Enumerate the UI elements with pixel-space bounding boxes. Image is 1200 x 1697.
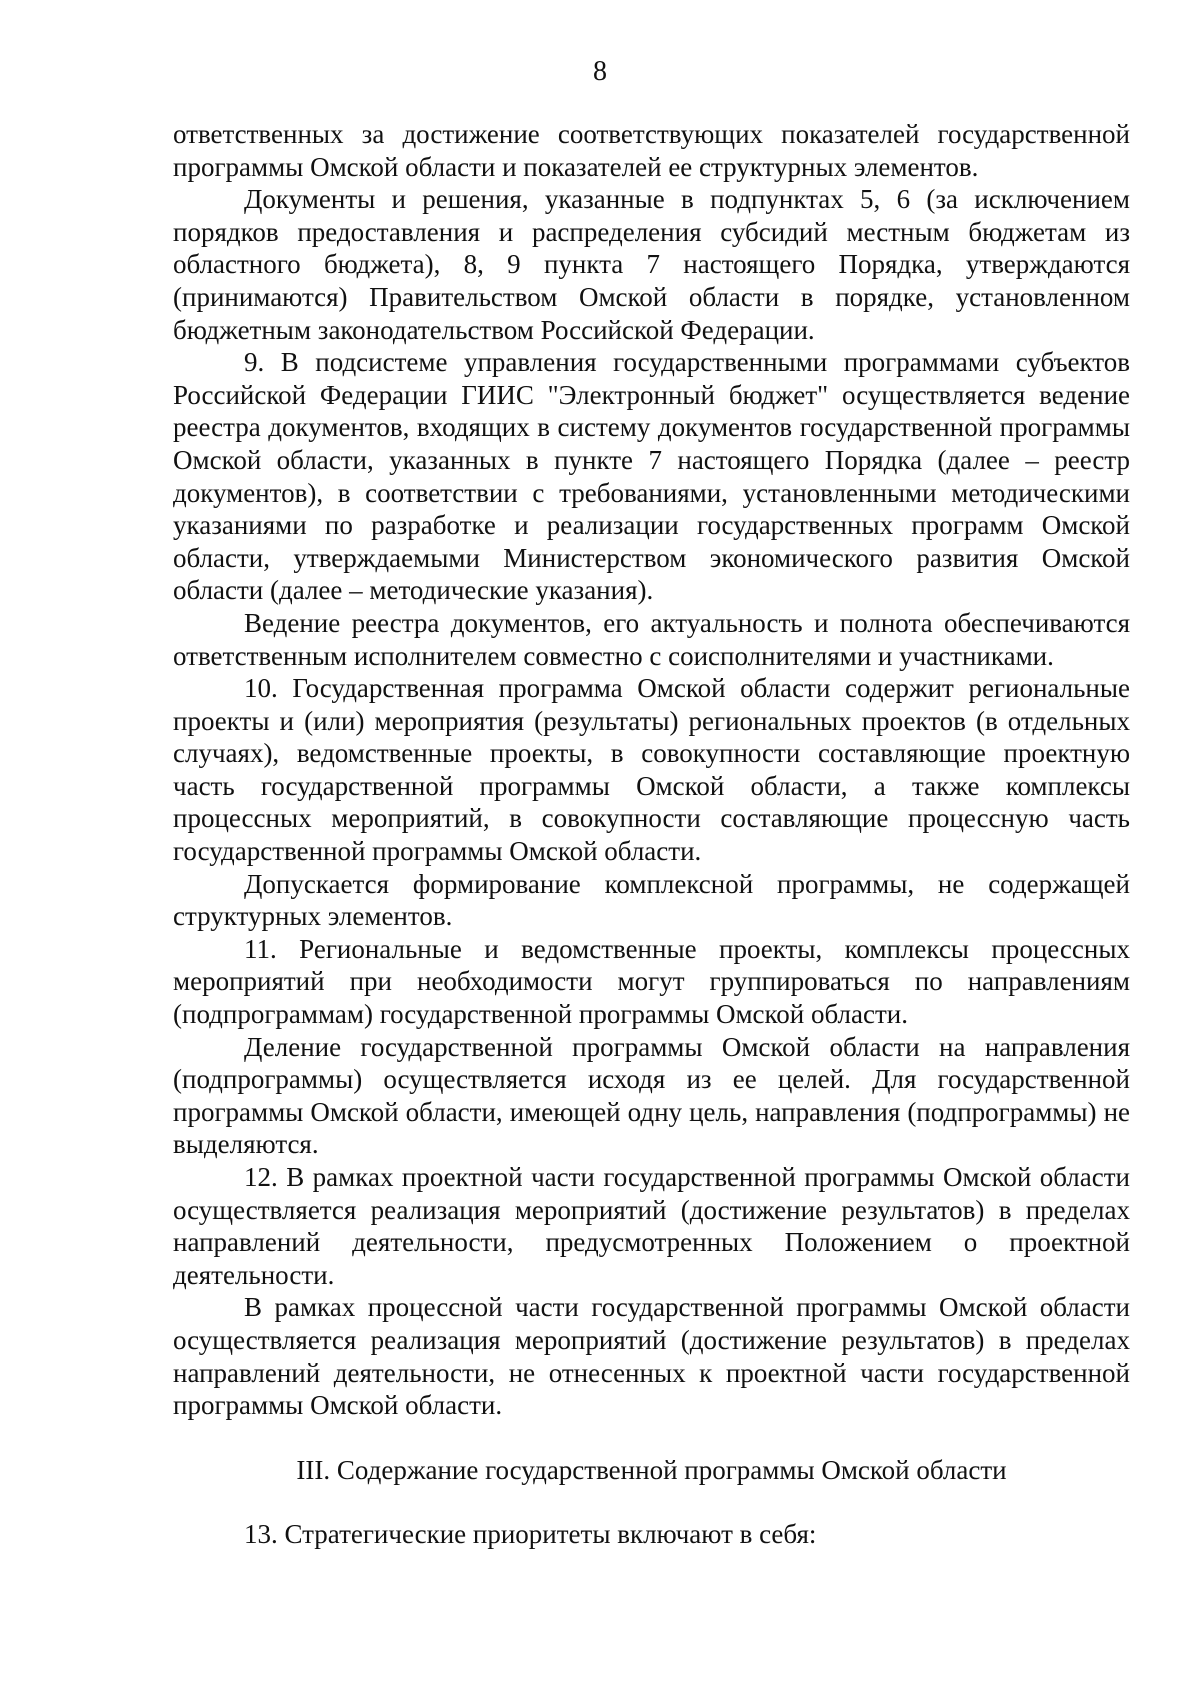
section-heading: III. Содержание государственной программы Омской области [296, 1454, 1007, 1485]
page-number: 8 [593, 56, 607, 87]
paragraph-complex-program: Допускается формирование комплексной программы, не содержащей структурных элементов. [173, 868, 1130, 932]
document-body [173, 118, 1130, 1551]
paragraph-process-part: В рамках процессной части государственной программы Омской области осуществляется реализация мероприятий (достижение результатов) в пределах направлений деятельности, не отнесенных к проектной части государственной программы Омской области. [173, 1292, 1130, 1421]
paragraph-item-11: 11. Региональные и ведомственные проекты, комплексы процессных мероприятий при необходимости могут группироваться по направлениям (подпрограммам) государственной программы Омской области. [173, 933, 1130, 1030]
paragraph-item-13: 13. Стратегические приоритеты включают в себя: [244, 1519, 817, 1550]
paragraph-item-10: 10. Государственная программа Омской области содержит региональные проекты и (или) мероприятия (результаты) региональных проектов (в отдельных случаях), ведомственные проекты, в совокупности составляющие проектную часть государственной программы Омской области, а также комплексы процессных мероприятий, в совокупности составляющие процессную часть государственной программы Омской области. [173, 673, 1130, 867]
paragraph-registry-maintenance: Ведение реестра документов, его актуальность и полнота обеспечиваются ответственным исполнителем совместно с соисполнителями и участниками. [173, 607, 1130, 671]
paragraph-documents-decisions: Документы и решения, указанные в подпунктах 5, 6 (за исключением порядков предоставления и распределения субсидий местным бюджетам из областного бюджета), 8, 9 пункта 7 настоящего Порядка, утверждаются (принимаются) Правительством Омской области в порядке, установленном бюджетным законодательством Российской Федерации. [173, 184, 1130, 345]
paragraph-continuation: ответственных за достижение соответствующих показателей государственной программы Омской области и показателей ее структурных элементов. [173, 119, 1130, 182]
paragraph-item-9: 9. В подсистеме управления государственными программами субъектов Российской Федерации ГИИС "Электронный бюджет" осуществляется ведение реестра документов, входящих в систему документов государственной программы Омской области, указанных в пункте 7 настоящего Порядка (далее – реестр документов), в соответствии с требованиями, установленными методическими указаниями по разработке и реализации государственных программ Омской области, утверждаемыми Министерством экономического развития Омской области (далее – методические указания). [173, 347, 1130, 606]
paragraph-item-12: 12. В рамках проектной части государственной программы Омской области осуществляется реализация мероприятий (достижение результатов) в пределах направлений деятельности, предусмотренных Положением о проектной деятельности. [173, 1162, 1130, 1290]
paragraph-subprogram-division: Деление государственной программы Омской области на направления (подпрограммы) осуществляется исходя из ее целей. Для государственной программы Омской области, имеющей одну цель, направления (подпрограммы) не выделяются. [173, 1031, 1130, 1160]
